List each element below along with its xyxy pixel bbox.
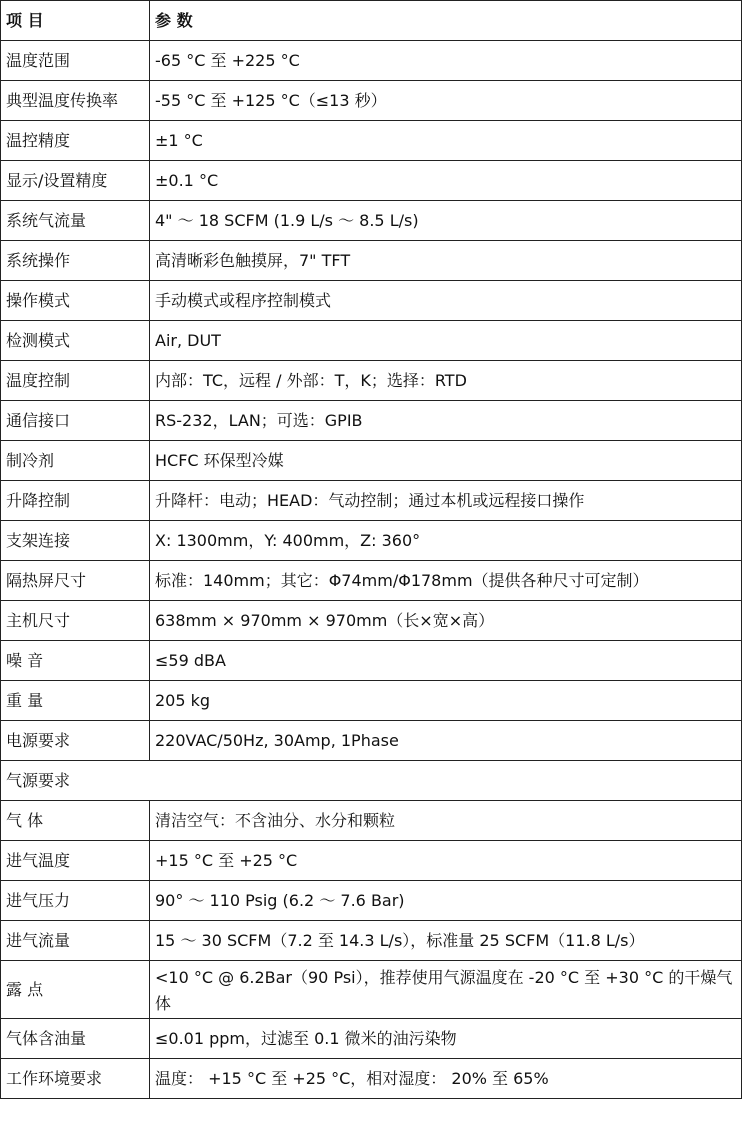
row-value: 升降杆：电动；HEAD：气动控制；通过本机或远程接口操作 (150, 481, 742, 521)
row-item: 重 量 (1, 681, 150, 721)
row-value: 15 ～ 30 SCFM（7.2 至 14.3 L/s），标准量 25 SCFM（11.8 L/s） (150, 921, 742, 961)
row-value: -55 °C 至 +125 °C（≤13 秒） (150, 81, 742, 121)
table-row (1, 481, 742, 521)
row-item: 温控精度 (1, 121, 150, 161)
table-row (1, 1019, 742, 1059)
table-row (1, 401, 742, 441)
row-value: ±0.1 °C (150, 161, 742, 201)
row-item: 进气温度 (1, 841, 150, 881)
row-item: 进气压力 (1, 881, 150, 921)
row-value: ±1 °C (150, 121, 742, 161)
row-value: ≤59 dBA (150, 641, 742, 681)
table-row (1, 561, 742, 601)
table-row (1, 441, 742, 481)
table-row (1, 201, 742, 241)
row-item: 气 体 (1, 801, 150, 841)
table-row (1, 801, 742, 841)
table-row (1, 281, 742, 321)
row-value: 220VAC/50Hz, 30Amp, 1Phase (150, 721, 742, 761)
row-item: 气体含油量 (1, 1019, 150, 1059)
row-item: 典型温度传换率 (1, 81, 150, 121)
row-value: RS-232，LAN；可选：GPIB (150, 401, 742, 441)
row-value: 标准：140mm；其它：Φ74mm/Φ178mm（提供各种尺寸可定制） (150, 561, 742, 601)
header-item: 项 目 (1, 1, 150, 41)
row-value: HCFC 环保型冷媒 (150, 441, 742, 481)
row-value: 内部：TC，远程 / 外部：T，K；选择：RTD (150, 361, 742, 401)
row-value: X: 1300mm，Y: 400mm，Z: 360° (150, 521, 742, 561)
row-item: 温度控制 (1, 361, 150, 401)
row-value: 高清晰彩色触摸屏，7" TFT (150, 241, 742, 281)
table-row (1, 361, 742, 401)
table-row (1, 121, 742, 161)
row-value: ≤0.01 ppm，过滤至 0.1 微米的油污染物 (150, 1019, 742, 1059)
row-item: 系统操作 (1, 241, 150, 281)
row-item: 支架连接 (1, 521, 150, 561)
row-item: 主机尺寸 (1, 601, 150, 641)
section-title: 气源要求 (1, 761, 742, 801)
table-row (1, 881, 742, 921)
table-row (1, 41, 742, 81)
table-row (1, 601, 742, 641)
row-item: 检测模式 (1, 321, 150, 361)
row-value: -65 °C 至 +225 °C (150, 41, 742, 81)
row-item: 系统气流量 (1, 201, 150, 241)
row-value: 638mm × 970mm × 970mm（长×宽×高） (150, 601, 742, 641)
table-row (1, 161, 742, 201)
table-row (1, 1059, 742, 1099)
row-item: 噪 音 (1, 641, 150, 681)
table-row (1, 321, 742, 361)
table-row (1, 841, 742, 881)
table-row (1, 721, 742, 761)
row-value: 90° ～ 110 Psig (6.2 ～ 7.6 Bar) (150, 881, 742, 921)
row-item: 制冷剂 (1, 441, 150, 481)
row-item: 温度范围 (1, 41, 150, 81)
header-param: 参 数 (150, 1, 742, 41)
row-value: 温度： +15 °C 至 +25 °C，相对湿度： 20% 至 65% (150, 1059, 742, 1099)
row-value: <10 °C @ 6.2Bar（90 Psi），推荐使用气源温度在 -20 °C 至 +30 °C 的干燥气体 (150, 961, 742, 1019)
table-row (1, 921, 742, 961)
row-item: 操作模式 (1, 281, 150, 321)
row-value: 清洁空气：不含油分、水分和颗粒 (150, 801, 742, 841)
row-item: 露 点 (1, 961, 150, 1019)
row-value: Air, DUT (150, 321, 742, 361)
row-item: 通信接口 (1, 401, 150, 441)
spec-table-body (1, 1, 742, 1099)
table-row (1, 241, 742, 281)
row-value: +15 °C 至 +25 °C (150, 841, 742, 881)
table-row (1, 81, 742, 121)
section-row (1, 761, 742, 801)
table-row (1, 681, 742, 721)
row-value: 手动模式或程序控制模式 (150, 281, 742, 321)
row-item: 隔热屏尺寸 (1, 561, 150, 601)
row-value: 205 kg (150, 681, 742, 721)
row-item: 升降控制 (1, 481, 150, 521)
row-item: 显示/设置精度 (1, 161, 150, 201)
table-row-dew-point (1, 961, 742, 1019)
table-row (1, 521, 742, 561)
table-header-row (1, 1, 742, 41)
table-row (1, 641, 742, 681)
row-item: 进气流量 (1, 921, 150, 961)
row-item: 电源要求 (1, 721, 150, 761)
row-item: 工作环境要求 (1, 1059, 150, 1099)
row-value: 4" ～ 18 SCFM (1.9 L/s ～ 8.5 L/s) (150, 201, 742, 241)
